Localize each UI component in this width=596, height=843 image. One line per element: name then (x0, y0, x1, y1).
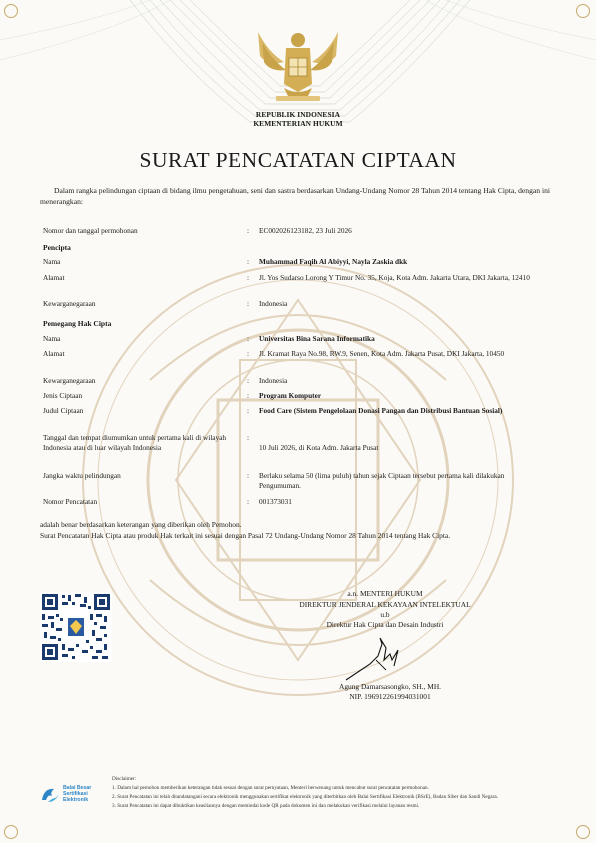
disclaimer-title: Disclaimer: (112, 776, 137, 782)
bsre-line1: Balai Besar (63, 785, 92, 791)
creator-name: Muhammad Faqih Al Abiyyi, Nayla Zaskia dkk (259, 257, 408, 266)
colon: : (247, 391, 250, 400)
header-ministry: KEMENTERIAN HUKUM (253, 119, 343, 128)
sig-line1: a.n. MENTERI HUKUM (347, 589, 423, 598)
creator-heading: Pencipta (43, 243, 71, 252)
creator-address: Jl. Yos Sudarso Lorong Y Timur No. 35, Koja, Kota Adm. Jakarta Utara, DKI Jakarta, 12410 (259, 273, 530, 282)
holder-heading: Pemegang Hak Cipta (43, 319, 112, 328)
bsre-line2: Sertifikasi (63, 791, 88, 797)
creator-name-label: Nama (43, 257, 61, 266)
sig-line3: u.b (380, 610, 390, 619)
work-title: Food Care (Sistem Pengelolaan Donasi Pangan dan Distribusi Bantuan Sosial) (259, 406, 503, 415)
work-title-label: Judul Ciptaan (43, 406, 84, 415)
header-country: REPUBLIK INDONESIA (255, 110, 341, 119)
garuda-emblem (258, 32, 338, 101)
holder-name-label: Nama (43, 334, 61, 343)
colon: : (247, 349, 250, 358)
application-label: Nomor dan tanggal permohonan (43, 226, 138, 235)
announce-label: Tanggal dan tempat diumumkan untuk pertama kali di wilayah Indonesia atau di luar wilayah Indonesia (43, 433, 227, 452)
qr-code[interactable] (40, 592, 112, 662)
page-title: SURAT PENCATATAN CIPTAAN (139, 148, 457, 172)
work-type-label: Jenis Ciptaan (43, 391, 83, 400)
colon: : (247, 433, 250, 442)
handwritten-signature (340, 630, 420, 686)
corner-ornament (4, 825, 18, 839)
closing-line2: Surat Pencatatan Hak Cipta atau produk Hak terkait ini sesuai dengan Pasal 72 Undang-Undang Nomor 28 Tahun 2014 tentang Hak Cipta. (40, 531, 451, 540)
creator-nationality-label: Kewarganegaraan (43, 299, 96, 308)
bsre-line3: Elektronik (63, 797, 89, 803)
corner-ornament (576, 4, 590, 18)
corner-ornament (4, 4, 18, 18)
colon: : (247, 299, 250, 308)
colon: : (247, 273, 250, 282)
disclaimer-3: 3. Surat Pencatatan ini dapat dibuktikan keasliannya dengan memindai kode QR pada dokumen ini dan melakukan verifikasi melalui layanan resmi. (112, 803, 420, 809)
period-value: Berlaku selama 50 (lima puluh) tahun sejak Ciptaan tersebut pertama kali dilakukan Pengumuman. (259, 471, 505, 490)
corner-ornament (576, 825, 590, 839)
holder-nationality-label: Kewarganegaraan (43, 376, 96, 385)
colon: : (247, 334, 250, 343)
holder-nationality: Indonesia (259, 376, 288, 385)
sig-line4: Direktur Hak Cipta dan Desain Industri (326, 620, 444, 629)
signer-name: Agung Damarsasongko, SH., MH. (338, 682, 442, 691)
colon: : (247, 497, 250, 506)
holder-address: Jl. Kramat Raya No.98, RW.9, Senen, Kota Adm. Jakarta Pusat, DKI Jakarta, 10450 (259, 349, 505, 358)
sig-line2: DIREKTUR JENDERAL KEKAYAAN INTELEKTUAL (299, 600, 471, 609)
intro-paragraph: Dalam rangka pelindungan ciptaan di bidang ilmu pengetahuan, seni dan sastra berdasarkan Undang-Undang Nomor 28 Tahun 2014 tentang Hak Cipta, dengan ini menerangkan: (40, 186, 550, 206)
bsre-logo-icon (40, 786, 62, 804)
holder-name: Universitas Bina Sarana Informatika (259, 334, 375, 343)
bsre-logo-text (63, 785, 91, 803)
work-type: Program Komputer (259, 391, 322, 400)
colon: : (247, 257, 250, 266)
closing-line1: adalah benar berdasarkan keterangan yang diberikan oleh Pemohon. (40, 520, 242, 529)
record-label: Nomor Pencatatan (43, 497, 98, 506)
colon: : (247, 406, 250, 415)
signer-nip: NIP. 196912261994031001 (349, 692, 431, 701)
disclaimer-1: 1. Dalam hal pemohon memberikan keterangan tidak sesuai dengan surat pernyataan, Menteri berwenang untuk mencabut surat pencatatan permohonan. (112, 785, 429, 791)
application-value: EC002026123182, 23 Juli 2026 (259, 226, 352, 235)
disclaimer-2: 2. Surat Pencatatan ini telah ditandatangani secara elektronik menggunakan sertifikat elektronik yang diterbitkan oleh Balai Sertifikasi Elektronik (BSrE), Badan Siber dan Sandi Negara. (112, 794, 498, 800)
creator-nationality: Indonesia (259, 299, 288, 308)
colon: : (247, 226, 250, 235)
announce-value: 10 Juli 2026, di Kota Adm. Jakarta Pusat (259, 443, 379, 452)
colon: : (247, 376, 250, 385)
period-label: Jangka waktu pelindungan (43, 471, 121, 480)
colon: : (247, 471, 250, 480)
holder-address-label: Alamat (43, 349, 65, 358)
record-value: 001373031 (259, 497, 292, 506)
creator-address-label: Alamat (43, 273, 65, 282)
